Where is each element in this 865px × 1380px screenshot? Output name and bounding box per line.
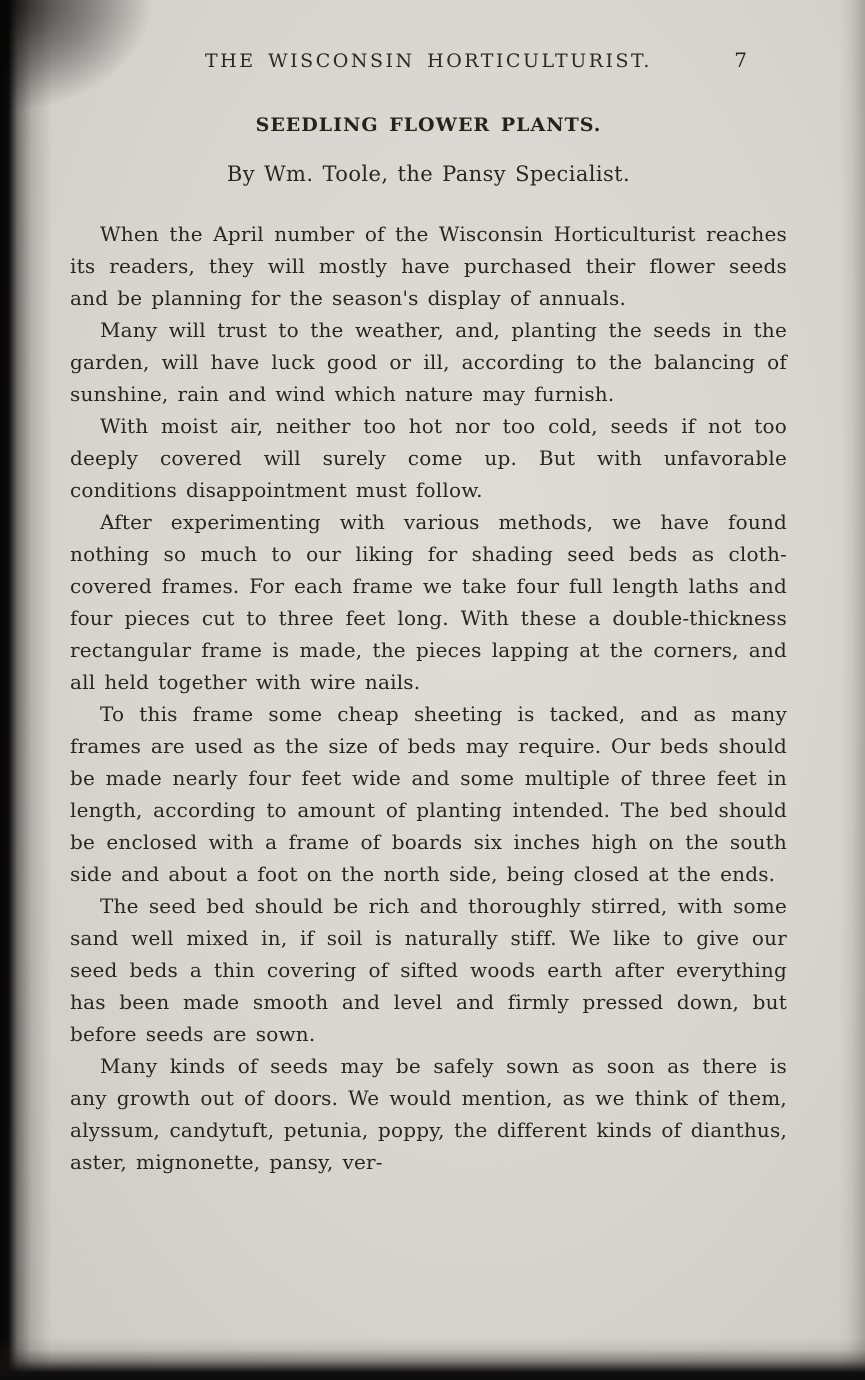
paragraph: When the April number of the Wisconsin Horticulturist reaches its readers, they will mostly have purchased their flower seeds and be planning for the season's display of annuals. xyxy=(70,222,787,310)
paragraph: To this frame some cheap sheeting is tacked, and as many frames are used as the size of beds may require. Our beds should be made nearly four feet wide and some multiple of three feet in length, according to amount of planting intended. The bed should be enclosed with a frame of boards six inches high on the south side and about a foot on the north side, being closed at the ends. xyxy=(70,702,787,886)
paragraph: Many will trust to the weather, and, planting the seeds in the garden, will have luck good or ill, according to the balancing of sunshine, rain and wind which nature may furnish. xyxy=(70,318,787,406)
running-header-row xyxy=(70,50,787,80)
article-title: SEEDLING FLOWER PLANTS. xyxy=(255,114,602,136)
paragraph: With moist air, neither too hot nor too cold, seeds if not too deeply covered will surely come up. But with unfavorable conditions disappointment must follow. xyxy=(70,414,787,502)
article-body xyxy=(70,218,787,1178)
article-byline: By Wm. Toole, the Pansy Specialist. xyxy=(226,162,631,186)
paragraph: The seed bed should be rich and thoroughly stirred, with some sand well mixed in, if soil is naturally stiff. We like to give our seed beds a thin covering of sifted woods earth after everything has been made smooth and level and firmly pressed down, but before seeds are sown. xyxy=(70,894,787,1046)
page-number: 7 xyxy=(734,48,747,72)
paragraph: After experimenting with various methods, we have found nothing so much to our liking for shading seed beds as cloth-covered frames. For each frame we take four full length laths and four pieces cut to three feet long. With these a double-thickness rectangular frame is made, the pieces lapping at the corners, and all held together with wire nails. xyxy=(70,510,787,694)
bottom-edge-shadow xyxy=(0,1338,865,1380)
paragraph: Many kinds of seeds may be safely sown as soon as there is any growth out of doors. We would mention, as we think of them, alyssum, candytuft, petunia, poppy, the different kinds of dianthus, aster, mignonette, pansy, ver- xyxy=(70,1054,787,1174)
running-header: THE WISCONSIN HORTICULTURIST. xyxy=(205,50,652,72)
